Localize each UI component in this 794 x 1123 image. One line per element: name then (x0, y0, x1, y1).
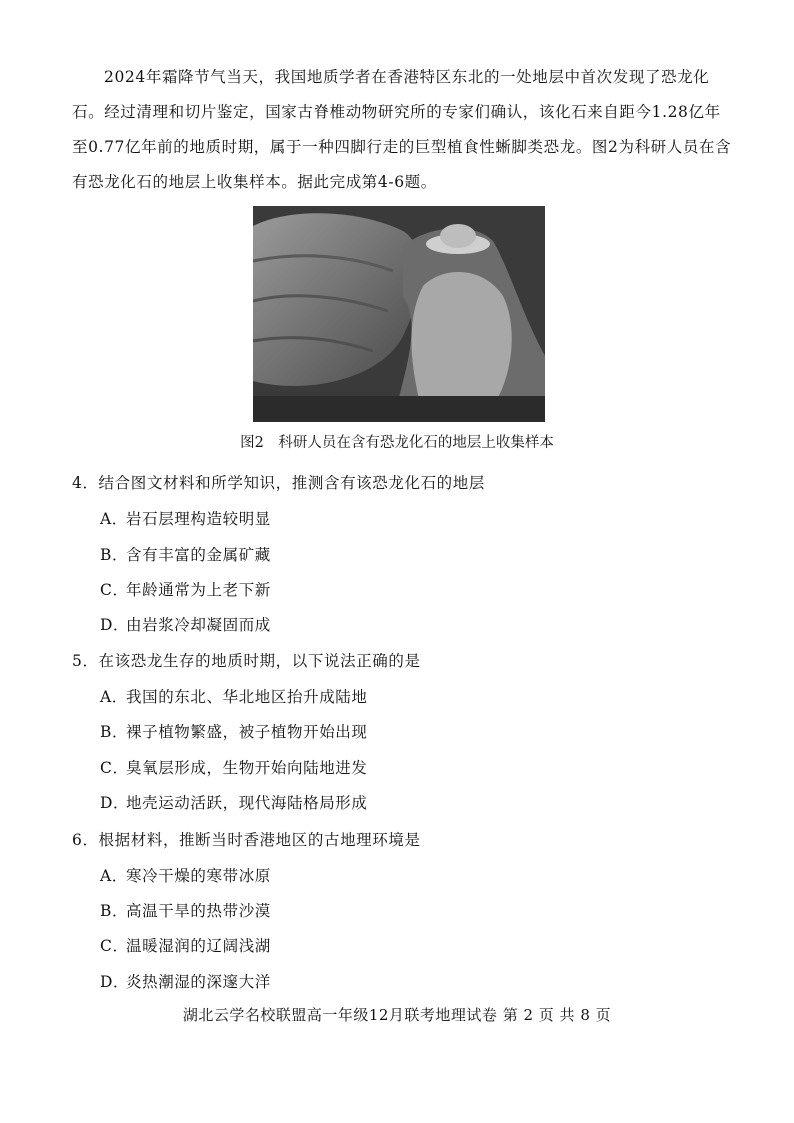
question-4-stem: 4．结合图文材料和所学知识，推测含有该恐龙化石的地层 (72, 474, 485, 492)
question-6-option-b[interactable] (100, 899, 271, 921)
option-text: 地壳运动活跃，现代海陆格局形成 (126, 794, 368, 812)
question-5-option-c[interactable] (100, 756, 368, 778)
option-letter: A． (100, 867, 128, 885)
option-letter: D． (100, 973, 130, 991)
option-text: 年龄通常为上老下新 (126, 581, 271, 599)
question-6-option-a[interactable] (100, 864, 271, 886)
option-text: 由岩浆冷却凝固而成 (126, 616, 271, 634)
option-letter: A． (100, 688, 128, 706)
question-4-option-a[interactable] (100, 507, 271, 529)
option-letter: B． (100, 902, 129, 920)
question-4-option-c[interactable] (100, 578, 271, 600)
option-letter: C． (100, 759, 129, 777)
option-text: 含有丰富的金属矿藏 (126, 546, 271, 564)
question-5-option-a[interactable] (100, 685, 368, 707)
page-footer: 湖北云学名校联盟高一年级12月联考地理试卷 第 2 页 共 8 页 (182, 1006, 612, 1024)
question-6-option-d[interactable] (100, 970, 271, 992)
option-letter: B． (100, 546, 129, 564)
option-text: 温暖湿润的辽阔浅湖 (126, 937, 271, 955)
option-text: 高温干旱的热带沙漠 (126, 902, 271, 920)
option-text: 岩石层理构造较明显 (126, 510, 271, 528)
option-letter: A． (100, 510, 128, 528)
question-5-option-d[interactable] (100, 791, 368, 813)
question-6-option-c[interactable] (100, 934, 271, 956)
figure-photo (253, 206, 545, 422)
option-text: 我国的东北、华北地区抬升成陆地 (126, 688, 368, 706)
intro-paragraph: 2024年霜降节气当天，我国地质学者在香港特区东北的一处地层中首次发现了恐龙化石。经过清理和切片鉴定，国家古脊椎动物研究所的专家们确认，该化石来自距今1.28亿年至0.77亿年前的地质时期，属于一种四脚行走的巨型植食性蜥脚类恐龙。图2为科研人员在含有恐龙化石的地层上收集样本。据此完成第4-6题。 (72, 68, 732, 191)
option-text: 寒冷干燥的寒带冰原 (126, 867, 271, 885)
question-4-option-d[interactable] (100, 613, 271, 635)
option-letter: D． (100, 616, 130, 634)
option-letter: D． (100, 794, 130, 812)
question-5-option-b[interactable] (100, 720, 368, 742)
option-letter: C． (100, 937, 129, 955)
question-6-stem: 6．根据材料，推断当时香港地区的古地理环境是 (72, 831, 421, 849)
option-letter: B． (100, 723, 129, 741)
option-text: 裸子植物繁盛，被子植物开始出现 (126, 723, 368, 741)
option-letter: C． (100, 581, 129, 599)
question-5-stem: 5．在该恐龙生存的地质时期，以下说法正确的是 (72, 652, 421, 670)
option-text: 臭氧层形成，生物开始向陆地进发 (126, 759, 368, 777)
question-4-option-b[interactable] (100, 543, 271, 565)
figure-caption: 图2 科研人员在含有恐龙化石的地层上收集样本 (240, 435, 554, 451)
option-text: 炎热潮湿的深邃大洋 (126, 973, 271, 991)
